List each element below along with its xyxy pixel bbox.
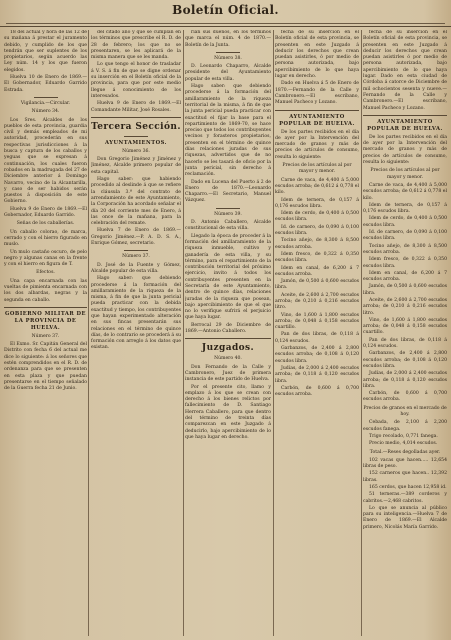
divider bbox=[275, 110, 359, 111]
price-item: Pan de dos libras, de 0,118 á 0,124 escudos. bbox=[275, 332, 359, 344]
price-item: Idem de ternera, de 0,157 á 0,176 escudos libra. bbox=[363, 202, 447, 215]
stat-item: 152 carneros que hacen.. 12,392 libras. bbox=[363, 471, 447, 483]
notice-number: Número 38. bbox=[214, 55, 242, 61]
paragraph: Por el presente cito, llamo y emplazo á los que se crean con derecho á los bienes relictos por fallecimiento de D. Santiago Herrera Caballero, para que dentro del término de treinta días comparezcan en este Juzgado á deducirlo, bajo apercibimiento de lo que haya lugar en derecho. bbox=[185, 384, 271, 440]
price-item: Garbanzos, de 2,400 á 2,800 escudos arroba; de 0,108 á 0,120 escudos libra. bbox=[363, 351, 447, 369]
column-4 bbox=[275, 30, 359, 636]
signature: Dado en Lucena del Puerto á 2 de Enero de 1870.—Leonardo Chaparro.—El Secretario, Manuel Vázquez. bbox=[185, 179, 271, 204]
subheading: Señas de los caballerías. bbox=[16, 221, 75, 227]
subheading: Precios de los artículos al por mayor y menor. bbox=[282, 163, 352, 175]
notice-number: Número 36. bbox=[122, 148, 150, 154]
price-item: Carne de vaca, de 4,400 á 5,000 escudos arroba; de 0,612 á 0,778 el kilo. bbox=[363, 182, 447, 201]
price-item: Idem de cerdo, de 0,400 á 0,500 escudos libra. bbox=[363, 216, 447, 228]
price-item: Id. de carnero, de 0,090 á 0,100 escudos libra. bbox=[275, 224, 359, 237]
notice-number: Número 40. bbox=[214, 356, 242, 362]
price-item: Aceite, de 2,600 á 2,700 escudos arroba; de 0,210 á 0,216 escudos litro. bbox=[275, 292, 359, 311]
column-rule bbox=[88, 30, 89, 636]
divider bbox=[363, 115, 447, 116]
column-rule bbox=[361, 30, 362, 636]
section-heading: GOBIERNO MILITAR DE LA PROVINCIA DE HUELVA. bbox=[4, 310, 86, 331]
price-item: Carbón, de 0,600 á 0,700 escudos arroba. bbox=[275, 385, 359, 398]
paragraph: fecha de su inserción en el Boletín oficial de esta provincia, se presenten en este Juzgado á deducir los derechos que crean puedan asistirles ó por medio de persona autorizada, bajo apercibimiento de lo que haya lugar. Dado en esta ciudad de Córdoba á catorce de Diciembre de mil ochocientos sesenta y nueve.—Fernando de la Calle y Cambronero.—El escribano, Manuel Pacheco y Lozano. bbox=[363, 30, 447, 111]
price-item: Idem fresco, de 0,322 á 0,350 escudos libra. bbox=[363, 257, 447, 269]
newspaper-title: Boletín Oficial. bbox=[172, 3, 279, 17]
column-2 bbox=[91, 30, 181, 636]
column-1 bbox=[4, 30, 87, 636]
price-item: Carbón, de 0,600 á 0,700 escudos arroba. bbox=[363, 391, 447, 403]
paragraph: Llegado la época de proceder á la formación del amillaramiento de la riqueza inmueble, cultivo y ganadería de esta villa, y su término, para el repartimiento de la contribución territorial del próximo ejercicio, invito á todos los contribuyentes presenten en la Secretaría de este Ayuntamiento, dentro de quince días, relaciones juradas de la riqueza que posean, bajo apercibimiento de que el que no lo verifique sufrirá el perjuicio que haya lugar. bbox=[185, 233, 271, 321]
paragraph: fecha de su inserción en el Boletín oficial de esta provincia, se presenten en este Juzgado á deducir los derechos que crean puedan asistirles, ó por medio de persona autorizada, bajo apercibimiento de lo que haya lugar en derecho. bbox=[275, 30, 359, 80]
signature: Dado en Huelva á 5 de Enero de 1870.—Fernando de la Calle y Cambronero.—El escribano, Manuel Pacheco y Lozano. bbox=[275, 81, 359, 106]
stat-item: 102 vacas que hacen..... 12,654 libras de peso. bbox=[363, 457, 447, 470]
section-title: Tercera Sección. bbox=[91, 121, 181, 132]
divider bbox=[216, 208, 240, 209]
price-item: Trigo recolado, 0,771 fanega. bbox=[369, 433, 438, 439]
paragraph: Don Fernando de la Calle y Cambronero, Juez de primera instancia de este partido de Huelva. bbox=[185, 364, 271, 383]
subheading: Total.—Reses degolladas ayer. bbox=[369, 449, 441, 455]
section-heading: AYUNTAMIENTO POPULAR DE HUELVA. bbox=[279, 113, 355, 127]
divider bbox=[124, 136, 148, 137]
subheading: Precios de los artículos al por mayor y menor. bbox=[370, 168, 440, 180]
price-item: Judías, de 2,000 á 2,400 escudos arroba; de 0,118 á 0,120 escudos libra. bbox=[275, 365, 359, 384]
divider bbox=[34, 97, 58, 98]
column-rule bbox=[273, 30, 274, 636]
signature: Huelva 9 de Enero de 1869.—El Comandante Militar, José Rosales. bbox=[91, 101, 181, 113]
stat-item: 51 terneras.—389 corderos y cabritos.—2,468 cabritos. bbox=[363, 492, 447, 504]
price-item: Idem en canal, de 6,200 á 7 escudos arroba. bbox=[275, 265, 359, 277]
price-item: Tocino añejo, de 8,300 á 8,500 escudos arroba. bbox=[275, 238, 359, 250]
price-item: Idem de ternera, de 0,157 á 0,176 escudos libra. bbox=[275, 197, 359, 209]
price-item: Garbanzos, de 2,400 á 2,800 escudos arroba; de 0,108 á 0,120 escudos libra. bbox=[275, 346, 359, 364]
notice-number: Número 37. bbox=[122, 254, 150, 260]
section-title: Juzgados. bbox=[201, 343, 255, 354]
column-5 bbox=[363, 30, 447, 636]
paragraph: Lo que tengo el honor de trasladar á V. S. á fin de que se digne ordenar su inserción en el Boletín oficial de la provincia, para que por este medio llegue á conocimiento de los interesados. bbox=[91, 62, 181, 99]
price-item: Tocino añejo, de 8,300 á 8,500 escudos arroba. bbox=[363, 243, 447, 255]
price-item: Aceite, de 2,600 á 2,700 escudos arroba; de 0,210 á 0,216 escudos litro. bbox=[363, 297, 447, 316]
price-item: Idem de cerdo, de 0,400 á 0,500 escudos libra. bbox=[275, 211, 359, 223]
signature: Huelva 10 de Enero de 1869.—El Gobernador, Eduardo Garrido Estrada. bbox=[4, 75, 87, 93]
price-item: Carne de vaca, de 4,400 á 5,000 escudos arroba; de 0,612 á 0,778 el kilo. bbox=[275, 177, 359, 196]
divider bbox=[185, 338, 271, 339]
price-item: Judías, de 2,000 á 2,400 escudos arroba; de 0,118 á 0,120 escudos libra. bbox=[363, 371, 447, 389]
signature: Berrocal 29 de Diciembre de 1869.—Antonio Caballero. bbox=[185, 322, 271, 335]
notice-heading: Vigilancia.—Circular. bbox=[20, 100, 71, 106]
section-heading: AYUNTAMIENTO POPULAR DE HUELVA. bbox=[367, 118, 443, 132]
price-item: Idem fresco, de 0,322 á 0,350 escudos libra. bbox=[275, 251, 359, 264]
price-item: Vino, de 1,600 á 1,800 escudos arroba; de 0,048 á 0,158 escudos cuartillo. bbox=[363, 317, 447, 336]
paragraph: Una capa encarnada con las vueltas de pimienta encarnada con los dos albardas, negras y la segunda en caballo. bbox=[4, 278, 87, 303]
divider bbox=[4, 307, 87, 308]
paragraph: Hago saber: que debiendo procederse á la formación del amillaramiento de la riqueza territorial de la misma, á fin de que la junta pericial pueda practicar con exactitud el fijar la base para el repartimiento de 1869-70, se hace preciso que todos los contribuyentes vecinos y forasteros propietarios, presenten en el término de quince días relaciones juradas de sus riquezas, advertidos que de no hacerlo se les tasará de oficio por la junta pericial, sin derecho á reclamación. bbox=[185, 84, 271, 178]
column-rule bbox=[183, 30, 184, 636]
subheading: Precios de granos en el mercado de hoy. bbox=[363, 405, 447, 418]
price-item: Idem en canal, de 6,200 á 7 escudos arroba. bbox=[363, 270, 447, 283]
divider bbox=[216, 52, 240, 53]
paragraph: 18 del actual y hora de las 12 de su mañana á prestar el juramento debido, y cumplido de los que tendrán que ser suplentes de los propietarios, según acuerdo las Ley núm. 14 y los que fueron elegidos. bbox=[4, 30, 87, 73]
price-item: Jamón, de 0,500 á 0,600 escudos libra. bbox=[363, 284, 447, 296]
paragraph: Don Gregorio Jiménez y Jiménez y Jiménez, Alcalde primero popular de esta capital. bbox=[91, 157, 181, 175]
paragraph: De los partes recibidos en el día de ayer por la Intervención del mercado de granos y más de precios de artículos de consumo, resulta lo siguiente: bbox=[275, 129, 359, 160]
divider bbox=[91, 117, 181, 118]
subheading: Efectos. bbox=[36, 270, 55, 276]
paragraph: Lo que se anuncia al público para su inteligencia.—Huelva 7 de Enero de 1869.—El Alcalde primero, Nicolás María Garrido. bbox=[363, 505, 447, 530]
paragraph: D. Leonardo Chaparro, Alcalde presidente del Ayuntamiento popular de esta villa. bbox=[185, 64, 271, 82]
notice-number: Número 37. bbox=[31, 333, 60, 339]
masthead bbox=[0, 0, 451, 27]
masthead-rule bbox=[6, 23, 445, 24]
paragraph: rían sus dueños, en los términos que marca el núm. 4 de 1870.—Boletín de la Junta. bbox=[185, 30, 271, 48]
paragraph: Los Sres. Alcaldes de los pueblos de esta provincia, guardia civil y demás empleados de mi autoridad, procederán en sus respectivas jurisdicciones á la busca y captura de los caballos y yeguas que se expresan á continuación, los cuales fueron robados en la madrugada del 27 de Diciembre anterior á Domingo Navarro, vecino de la Alcantarilla, y caso de ser habidos serán puestos á disposición de este Gobierno. bbox=[4, 117, 87, 205]
price-item: Id. de carnero, de 0,090 á 0,100 escudos libra. bbox=[363, 230, 447, 242]
paragraph: Hago saber: que habiendo procedido al deslinde á que se refiere la cláusula 3.ª del contrato de arrendamiento de este Ayuntamiento, la Corporación ha acordado señalar el día 20 del corriente mes de Enero, á las once de la mañana, para la celebración del remate. bbox=[91, 177, 181, 227]
signature: Huelva 7 de Enero de 1869.—Gregorio Jiménez.—P. A. D. S. A., Enrique Gómez, secretario. bbox=[91, 228, 181, 247]
notice-number: Número 39. bbox=[214, 211, 242, 217]
section-heading: AYUNTAMIENTOS. bbox=[105, 139, 167, 146]
paragraph: El Exmo. Sr. Capitán General del Distrito con fecha 6 del actual me dice lo siguiente: á los señores que estén comprendidos en el R. D. de ordenanza para que se presenten en esta plaza y que puedan presentarse en el tiempo señalado de la Guerra fecha 21 de Junio. bbox=[4, 342, 87, 392]
divider bbox=[124, 250, 148, 251]
notice-number: Número 34. bbox=[31, 109, 60, 115]
paragraph: D. Antonio Caballero, Alcalde constitucional de esta villa. bbox=[185, 220, 271, 232]
paragraph: De los partes recibidos en el día de ayer por la Intervención del mercado de granos y más de precios de artículos de consumo, resulta lo siguiente: bbox=[363, 134, 447, 166]
paragraph: D. José de la Fuente y Gómez, Alcalde popular de esta villa. bbox=[91, 262, 181, 274]
price-item: Cebada, de 2,100 á 2,200 escudos fanega. bbox=[363, 420, 447, 432]
price-item: Pan de dos libras, de 0,118 á 0,124 escudos. bbox=[363, 337, 447, 350]
paragraph: del citado año y que se cumplan en los términos que prescribe el R. D. de 28 de febrero; los que no se presentaren, se les aplicará de la misma manera que se les manda. bbox=[91, 30, 181, 61]
signature: Huelva 9 de Enero de 1869.—El Gobernador, Eduardo Garrido. bbox=[4, 206, 87, 219]
paragraph: Hago saber: que debiendo procederse á la formación del amillaramiento de la riqueza de la misma, á fin de que la junta pericial pueda practicar con la debida exactitud y tiempo, los contribuyentes que hayan experimentado alteración en sus fincas presentarán sus relaciones en el término de quince días, de lo contrario se procederá á su formación con arreglo á los datos que existan. bbox=[91, 276, 181, 351]
paragraph: Un caballo colorao, de marca, cerrado y con el hierro figurado en muslo. bbox=[4, 229, 87, 248]
stat-item: 165 cerdos, que hacen 12,958 id. bbox=[369, 485, 447, 490]
price-item: Jamón, de 0,500 á 0,600 escudos libra. bbox=[275, 279, 359, 291]
price-item: Precio medio, 4,014 escudos. bbox=[369, 441, 438, 447]
column-3 bbox=[185, 30, 271, 636]
paragraph: Un mulo castaño oscuro, de pelo negro y algunas canas en la frente y con el hierro en figura de T. bbox=[4, 249, 87, 268]
price-item: Vino, de 1,600 á 1,800 escudos arroba; de 0,048 á 0,158 escudos cuartillo. bbox=[275, 312, 359, 331]
